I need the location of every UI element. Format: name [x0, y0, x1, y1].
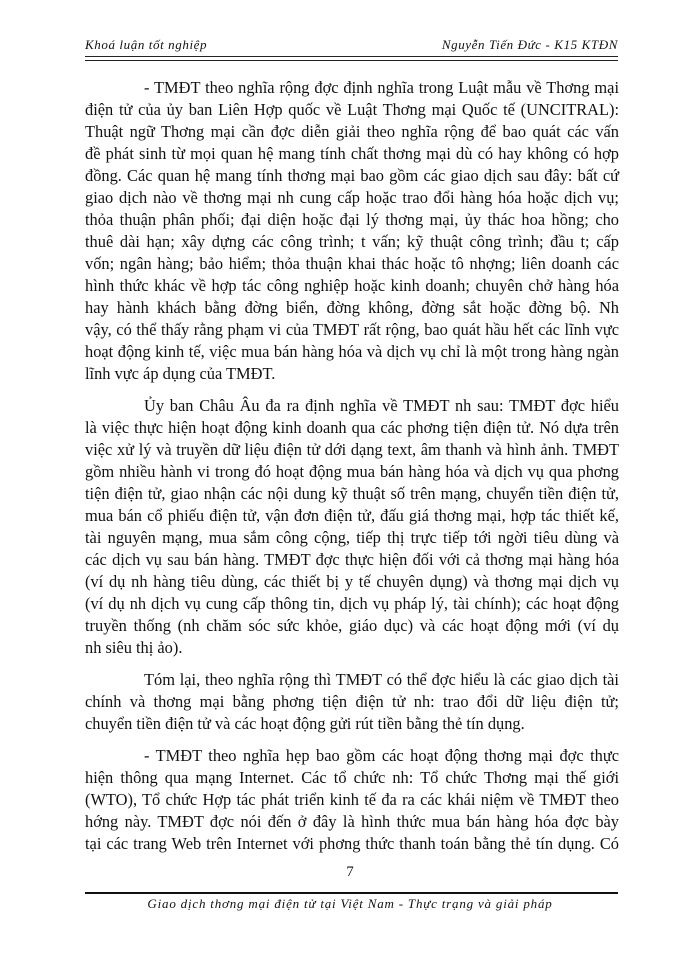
- text-line: truyền thống (nh chăm sóc sức khỏe, giáo dục) và các hoạt động mới (ví dụ: [85, 616, 619, 635]
- text-line: - TMĐT theo nghĩa hẹp bao gồm các hoạt động thơng mại đợc thực: [144, 746, 619, 765]
- text-line: thỏa thuận phân phối; đại diện hoặc đại lý thơng mại, ủy thác hoa hồng; cho: [85, 210, 619, 229]
- text-line: hay hành khách bằng đờng biển, đờng không, đờng sắt hoặc đờng bộ. Nh: [85, 298, 619, 317]
- text-line: thuê dài hạn; xây dựng các công trình; t vấn; kỹ thuật công trình; đầu t; cấp: [85, 232, 619, 251]
- text-line: việc xử lý và truyền dữ liệu điện tử dới dạng text, âm thanh và hình ảnh. TMĐT: [85, 440, 619, 459]
- text-line: điện tử của ủy ban Liên Hợp quốc về Luật Thơng mại Quốc tế (UNCITRAL):: [85, 100, 619, 119]
- text-line: Thuật ngữ Thơng mại cần đợc diễn giải theo nghĩa rộng để bao quát các vấn: [85, 122, 619, 141]
- header-left: Khoá luận tốt nghiệp: [85, 37, 208, 52]
- paragraph: [85, 77, 619, 385]
- text-line: - TMĐT theo nghĩa rộng đợc định nghĩa trong Luật mẫu về Thơng mại: [144, 78, 619, 97]
- text-line: tại các trang Web trên Internet với phơng thức thanh toán bằng thẻ tín dụng. Có: [85, 834, 619, 853]
- text-line: hiện thông qua mạng Internet. Các tổ chức nh: Tổ chức Thơng mại thế giới: [85, 768, 619, 787]
- text-line: (WTO), Tổ chức Hợp tác phát triển kinh tế đa ra các khái niệm về TMĐT theo: [85, 790, 619, 809]
- paragraph: [85, 669, 619, 735]
- page-footer: Giao dịch thơng mại điện tử tại Việt Nam - Thực trạng và giải pháp: [147, 896, 553, 911]
- text-line: (ví dụ nh hàng tiêu dùng, các thiết bị y tế chuyên dụng) và thơng mại dịch vụ: [85, 572, 619, 591]
- page-number: 7: [346, 864, 354, 880]
- text-line: mua bán cổ phiếu điện tử, vận đơn điện tử, đấu giá thơng mại, hợp tác thiết kế,: [85, 506, 619, 525]
- text-line: nh siêu thị ảo).: [85, 638, 183, 657]
- body-text: [85, 77, 619, 865]
- text-line: hớng này. TMĐT đợc nói đến ở đây là hình thức mua bán hàng hóa đợc bày: [85, 812, 619, 831]
- text-line: đề phát sinh từ mọi quan hệ mang tính chất thơng mại dù có hay không có hợp: [85, 144, 619, 163]
- text-line: hình thức khác về hợp tác công nghiệp hoặc kinh doanh; chuyên chở hàng hóa: [85, 276, 619, 295]
- text-line: vậy, có thể thấy rằng phạm vi của TMĐT rất rộng, bao quát hầu hết các lĩnh vực: [85, 320, 619, 339]
- text-line: chuyển tiền điện tử và các hoạt động gửi rút tiền bằng thẻ tín dụng.: [85, 714, 525, 733]
- paragraph: [85, 745, 619, 855]
- text-line: giao dịch nào về thơng mại nh cung cấp hoặc trao đổi hàng hóa hoặc dịch vụ;: [85, 188, 619, 207]
- text-line: tiện điện tử, giao nhận các nội dung kỹ thuật số trên mạng, chuyển tiền điện tử,: [85, 484, 619, 503]
- header-right: Nguyễn Tiến Đức - K15 KTĐN: [441, 37, 618, 52]
- text-line: vốn; ngân hàng; bảo hiểm; thỏa thuận khai thác hoặc tô nhợng; liên doanh các: [85, 254, 619, 273]
- text-line: lĩnh vực áp dụng của TMĐT.: [85, 364, 276, 383]
- text-line: đồng. Các quan hệ mang tính thơng mại bao gồm các giao dịch sau đây: bất cứ: [85, 166, 619, 185]
- text-line: là việc thực hiện hoạt động kinh doanh qua các phơng tiện điện tử. Nó dựa trên: [85, 418, 619, 437]
- text-line: (ví dụ nh dịch vụ cung cấp thông tin, dịch vụ pháp lý, tài chính); các hoạt động: [85, 594, 619, 613]
- text-line: tài nguyên mạng, mua sắm công cộng, tiếp thị trực tiếp tới ngời tiêu dùng và: [85, 528, 619, 547]
- text-line: hoạt động kinh tế, việc mua bán hàng hóa và dịch vụ chỉ là một trong hàng ngàn: [85, 342, 619, 361]
- page-header: [85, 37, 618, 53]
- text-line: chính và thơng mại bằng phơng tiện điện tử nh: trao đổi dữ liệu điện tử;: [85, 692, 619, 711]
- text-line: các dịch vụ sau bán hàng. TMĐT đợc thực hiện đối với cả thơng mại hàng hóa: [85, 550, 619, 569]
- text-line: Ủy ban Châu Âu đa ra định nghĩa về TMĐT nh sau: TMĐT đợc hiểu: [144, 396, 619, 415]
- header-divider: [85, 56, 618, 61]
- text-line: gồm nhiều hành vi trong đó hoạt động mua bán hàng hóa và dịch vụ qua phơng: [85, 462, 619, 481]
- text-line: Tóm lại, theo nghĩa rộng thì TMĐT có thể đợc hiểu là các giao dịch tài: [144, 670, 619, 689]
- paragraph: [85, 395, 619, 659]
- footer-divider: [85, 892, 618, 894]
